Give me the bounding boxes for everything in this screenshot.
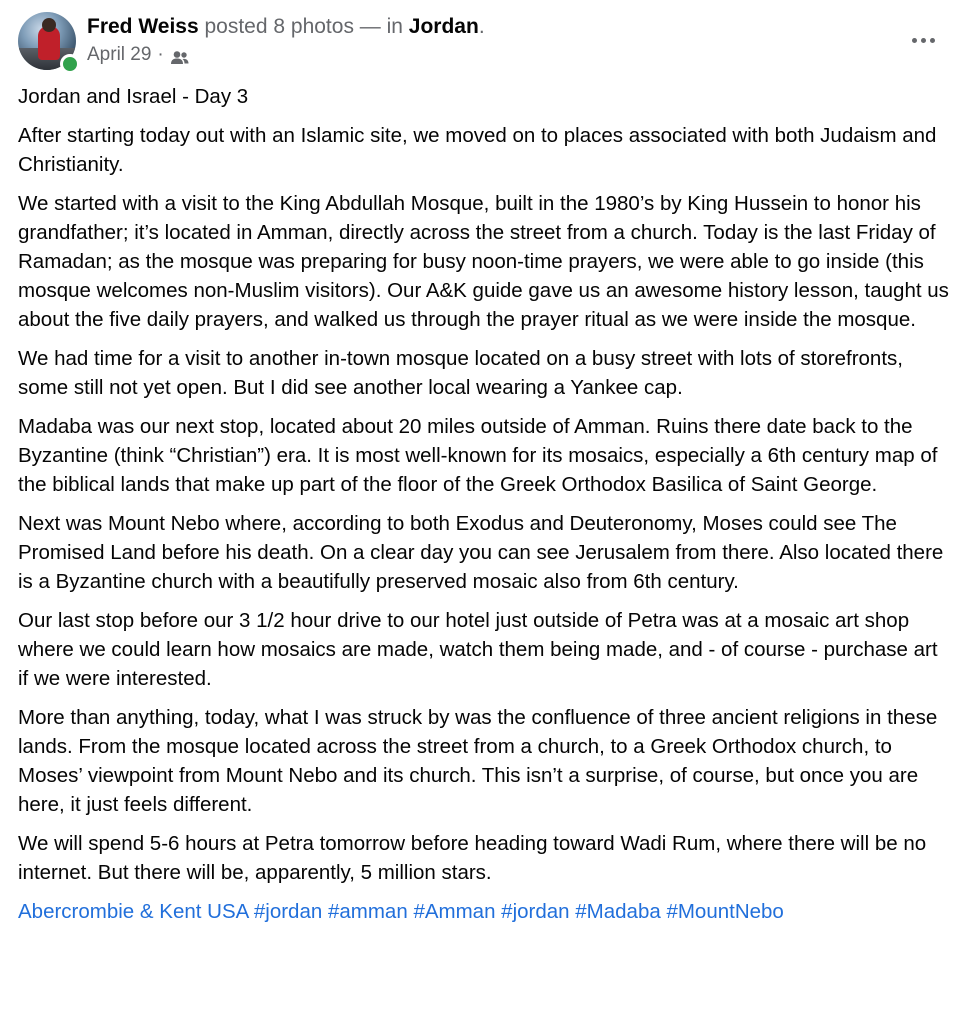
hashtag-link[interactable]: #jordan	[501, 900, 570, 923]
post-paragraph: Our last stop before our 3 1/2 hour drive to our hotel just outside of Petra was at a mosaic art shop where we could learn how mosaics are made, watch them being made, and - of course - purchase art if we were interested.	[18, 609, 938, 690]
hashtag-link[interactable]: #amman	[327, 900, 408, 923]
post-meta	[87, 42, 190, 68]
hashtag-link[interactable]: #Madaba	[575, 900, 661, 923]
author-line	[87, 14, 485, 40]
post-paragraph: After starting today out with an Islamic site, we moved on to places associated with both Judaism and Christianity.	[18, 124, 937, 176]
post-action: posted 8 photos — in	[198, 15, 409, 38]
period: .	[478, 15, 485, 38]
hashtag-link[interactable]: #Amman	[413, 900, 496, 923]
post-paragraph: Next was Mount Nebo where, according to both Exodus and Deuteronomy, Moses could see The Promised Land before his death. On a clear day you can see Jerusalem from there. Also located there is a Byzantine church with a beautifully preserved mosaic also from 6th century.	[18, 512, 944, 593]
post-paragraph: We had time for a visit to another in-town mosque located on a busy street with lots of storefronts, some still not yet open. But I did see another local wearing a Yankee cap.	[18, 347, 903, 399]
post-paragraph: More than anything, today, what I was struck by was the confluence of three ancient religions in these lands. From the mosque located across the street from a church, to a Greek Orthodox church, to Moses’ viewpoint from Mount Nebo and its church. This isn’t a surprise, of course, but once you are here, it just feels different.	[18, 706, 938, 816]
page-tag-link[interactable]: Abercrombie & Kent USA	[18, 900, 249, 923]
date-separator: ·	[157, 44, 164, 65]
hashtag-link[interactable]: #MountNebo	[666, 900, 784, 923]
place-link[interactable]: Jordan	[408, 15, 479, 38]
tags-line	[18, 897, 953, 926]
post-body	[18, 82, 953, 936]
more-options-button[interactable]	[903, 20, 943, 60]
friends-icon[interactable]	[170, 48, 190, 64]
post-paragraph: Jordan and Israel - Day 3	[18, 85, 249, 108]
post-paragraph: Madaba was our next stop, located about 20 miles outside of Amman. Ruins there date back to the Byzantine (think “Christian”) era. It is most well-known for its mosaics, especially a 6th century map of the biblical lands that make up part of the floor of the Greek Orthodox Basilica of Saint George.	[18, 415, 938, 496]
author-name[interactable]: Fred Weiss	[87, 15, 199, 38]
post-paragraph: We started with a visit to the King Abdullah Mosque, built in the 1980’s by King Hussein to honor his grandfather; it’s located in Amman, directly across the street from a church. Today is the last Friday of Ramadan; as the mosque was preparing for busy noon-time prayers, we were able to go inside (this mosque welcomes non-Muslim visitors). Our A&K guide gave us an awesome history lesson, taught us about the five daily prayers, and walked us through the prayer ritual as we were inside the mosque.	[18, 192, 949, 331]
post-paragraph: We will spend 5-6 hours at Petra tomorrow before heading toward Wadi Rum, where there will be no internet. But there will be, apparently, 5 million stars.	[18, 832, 927, 884]
online-status-icon	[60, 54, 80, 74]
post-date[interactable]: April 29	[87, 44, 152, 65]
hashtag-link[interactable]: #jordan	[253, 900, 323, 923]
avatar-photo-head	[42, 18, 56, 32]
more-options-icon	[912, 38, 935, 43]
post-header	[18, 12, 949, 72]
